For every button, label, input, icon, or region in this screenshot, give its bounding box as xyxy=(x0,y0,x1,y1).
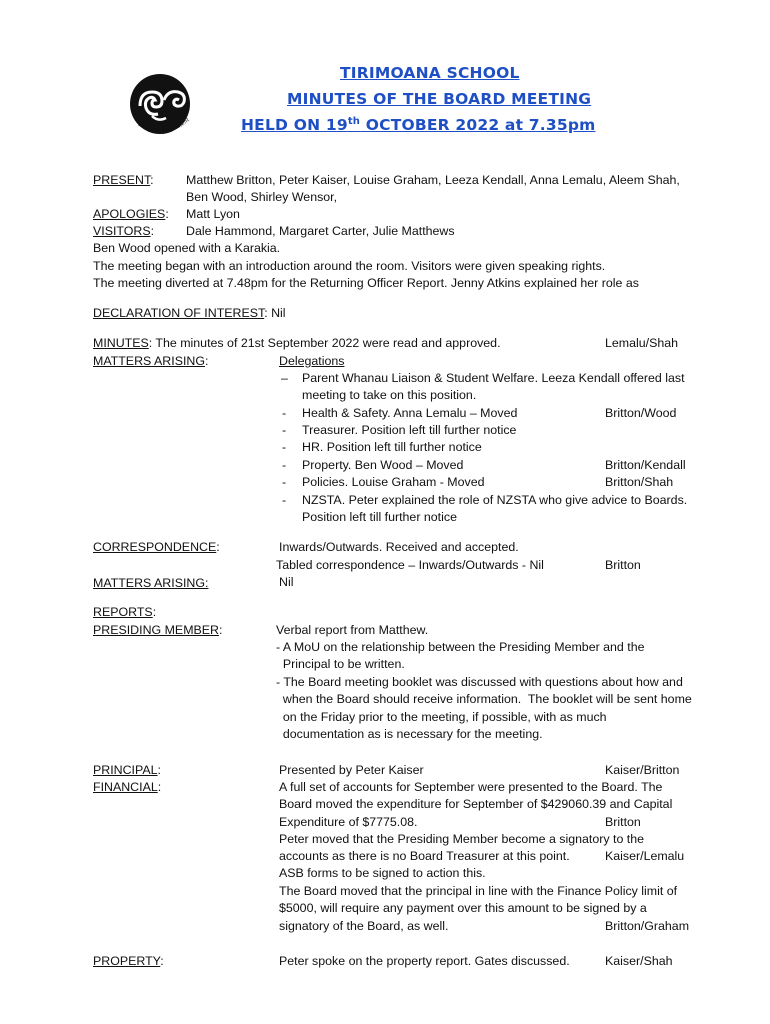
delegation-item-cont: meeting to take on this position. xyxy=(302,388,477,402)
financial-line: Board moved the expenditure for September of $429060.39 and Capital xyxy=(279,797,673,811)
financial-line: signatory of the Board, as well. xyxy=(279,919,449,933)
delegations-heading: Delegations xyxy=(279,354,345,368)
introduction-line: The meeting began with an introduction around the room. Visitors were given speaking rights. xyxy=(93,259,606,273)
returning-officer-line: The meeting diverted at 7.48pm for the Returning Officer Report. Jenny Atkins explained her role as xyxy=(93,276,639,290)
financial-line: Peter moved that the Presiding Member become a signatory to the xyxy=(279,832,645,846)
delegation-moved: Britton/Wood xyxy=(605,406,677,420)
delegation-item: NZSTA. Peter explained the role of NZSTA who give advice to Boards. xyxy=(302,493,688,507)
presiding-report-line: - The Board meeting booklet was discussed with questions about how and xyxy=(276,675,683,689)
property-text: Peter spoke on the property report. Gates discussed. xyxy=(279,954,570,968)
presiding-report-line: Principal to be written. xyxy=(276,657,405,671)
presiding-report-line: on the Friday prior to the meeting, if possible, with as much xyxy=(276,710,607,724)
principal-text: Presented by Peter Kaiser xyxy=(279,763,424,777)
delegation-item: Health & Safety. Anna Lemalu – Moved xyxy=(302,406,518,420)
presiding-report-line: Verbal report from Matthew. xyxy=(276,623,429,637)
present-text-cont: Ben Wood, Shirley Wensor, xyxy=(186,190,338,204)
delegation-bullet: - xyxy=(282,493,287,507)
correspondence-moved: Britton xyxy=(605,558,641,572)
visitors-label: VISITORS: xyxy=(93,224,155,238)
delegation-moved: Britton/Kendall xyxy=(605,458,686,472)
delegation-item: HR. Position left till further notice xyxy=(302,440,482,454)
financial-moved: Kaiser/Lemalu xyxy=(605,849,685,863)
presiding-report-line: when the Board should receive information. The booklet will be sent home xyxy=(276,692,692,706)
delegation-bullet: - xyxy=(282,423,287,437)
correspondence-line: Inwards/Outwards. Received and accepted. xyxy=(279,540,519,554)
delegation-item: Property. Ben Wood – Moved xyxy=(302,458,464,472)
principal-moved: Kaiser/Britton xyxy=(605,763,680,777)
correspondence-label: CORRESPONDENCE: xyxy=(93,540,220,554)
reports-label: REPORTS: xyxy=(93,605,157,619)
financial-label: FINANCIAL: xyxy=(93,780,162,794)
present-label: PRESENT: xyxy=(93,173,154,187)
financial-moved: Britton/Graham xyxy=(605,919,690,933)
school-logo xyxy=(122,70,200,140)
koru-logo-icon xyxy=(122,70,200,140)
minutes-moved: Lemalu/Shah xyxy=(605,336,679,350)
property-moved: Kaiser/Shah xyxy=(605,954,673,968)
delegation-bullet: - xyxy=(282,475,287,489)
delegation-item-cont: Position left till further notice xyxy=(302,510,457,524)
delegation-item: Parent Whanau Liaison & Student Welfare. Leeza Kendall offered last xyxy=(302,371,685,385)
present-text: Matthew Britton, Peter Kaiser, Louise Graham, Leeza Kendall, Anna Lemalu, Aleem Shah, xyxy=(186,173,680,187)
minutes-title: MINUTES OF THE BOARD MEETING xyxy=(287,90,592,108)
property-label: PROPERTY: xyxy=(93,954,164,968)
financial-line: The Board moved that the principal in line with the Finance Policy limit of xyxy=(279,884,678,898)
delegation-bullet: - xyxy=(282,406,287,420)
delegation-bullet: - xyxy=(282,458,287,472)
svg-text:Discover your talent: Discover your talent xyxy=(136,117,192,136)
minutes-line: MINUTES: The minutes of 21st September 2022 were read and approved. xyxy=(93,336,501,350)
financial-line: $5000, will require any payment over this amount to be signed by a xyxy=(279,901,647,915)
delegation-bullet: - xyxy=(282,440,287,454)
karakia-line: Ben Wood opened with a Karakia. xyxy=(93,241,281,255)
matters-arising-label: MATTERS ARISING: xyxy=(93,354,209,368)
financial-line: accounts as there is no Board Treasurer at this point. xyxy=(279,849,570,863)
apologies-text: Matt Lyon xyxy=(186,207,240,221)
delegation-item: Policies. Louise Graham - Moved xyxy=(302,475,485,489)
correspondence-matters-value: Nil xyxy=(279,575,294,589)
presiding-report-line: documentation as is necessary for the meeting. xyxy=(276,727,543,741)
financial-moved: Britton xyxy=(605,815,641,829)
visitors-text: Dale Hammond, Margaret Carter, Julie Matthews xyxy=(186,224,455,238)
tabled-correspondence: Tabled correspondence – Inwards/Outwards - Nil xyxy=(276,558,544,572)
school-name-title: TIRIMOANA SCHOOL xyxy=(340,64,520,82)
presiding-report-line: - A MoU on the relationship between the Presiding Member and the xyxy=(276,640,645,654)
financial-line: Expenditure of $7775.08. xyxy=(279,815,418,829)
delegation-item: Treasurer. Position left till further notice xyxy=(302,423,517,437)
apologies-label: APOLOGIES: xyxy=(93,207,169,221)
meeting-date-title: HELD ON 19th OCTOBER 2022 at 7.35pm xyxy=(241,116,596,135)
declaration-of-interest: DECLARATION OF INTEREST: Nil xyxy=(93,306,286,320)
financial-line: A full set of accounts for September were presented to the Board. The xyxy=(279,780,663,794)
delegation-moved: Britton/Shah xyxy=(605,475,674,489)
delegation-bullet: – xyxy=(281,371,288,385)
principal-label: PRINCIPAL: xyxy=(93,763,161,777)
financial-line: ASB forms to be signed to action this. xyxy=(279,866,486,880)
correspondence-matters-arising-label: MATTERS ARISING: xyxy=(93,576,209,590)
presiding-member-label: PRESIDING MEMBER: xyxy=(93,623,223,637)
